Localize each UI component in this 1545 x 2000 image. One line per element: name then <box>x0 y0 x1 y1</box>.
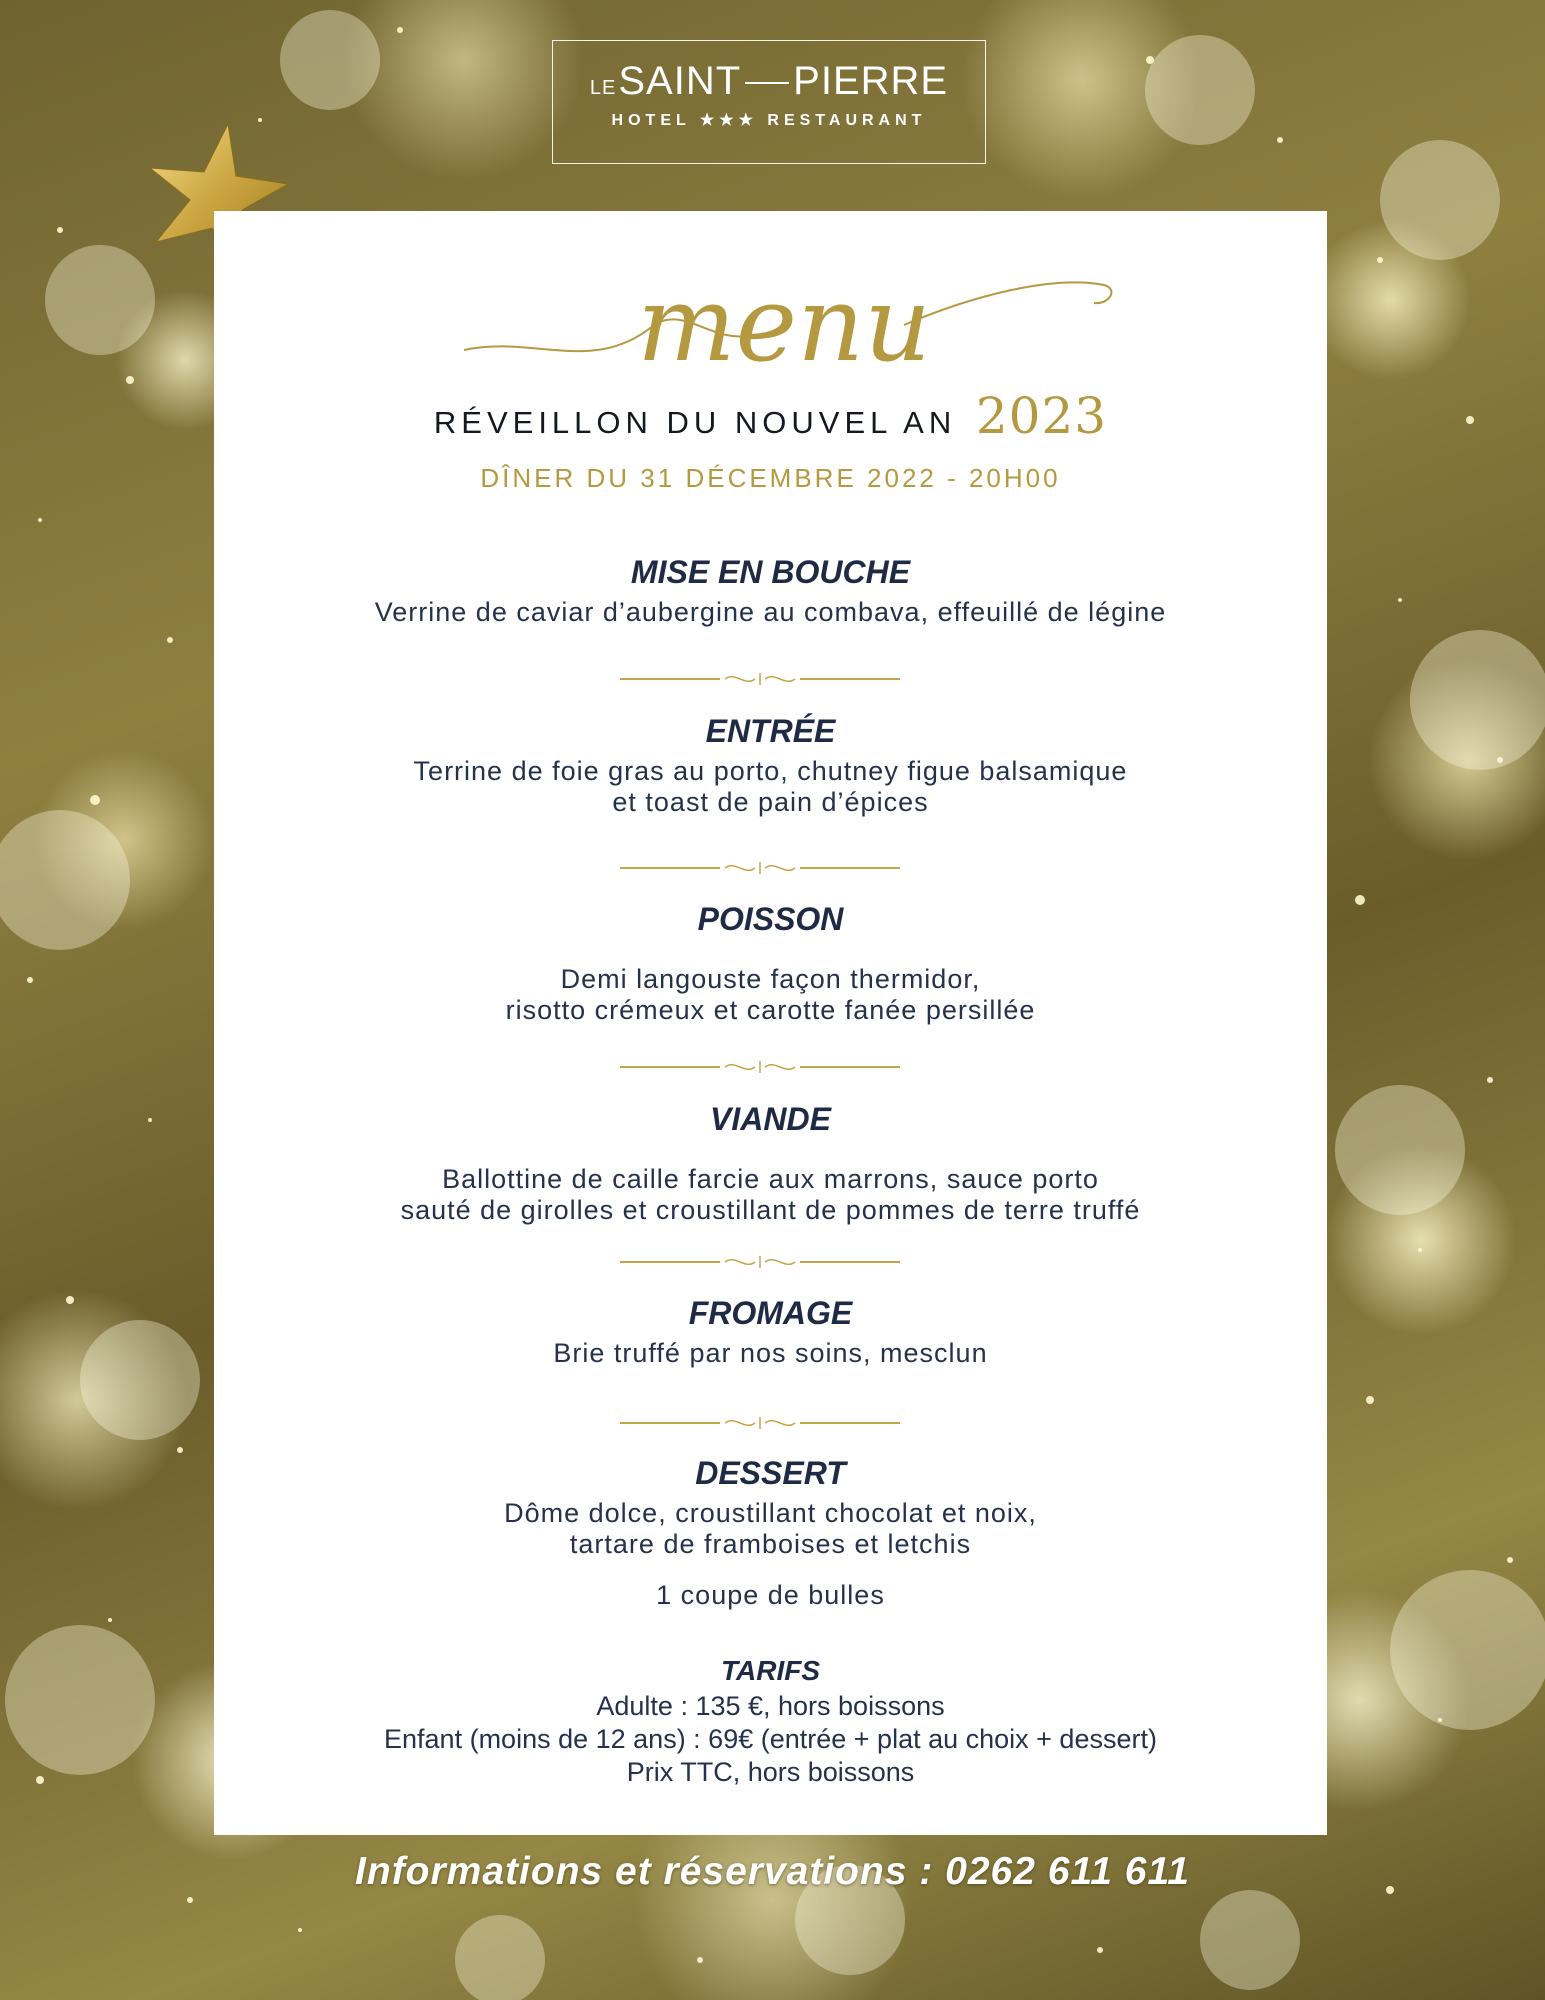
menu-script-title <box>454 255 1114 395</box>
script-title-text: menu <box>636 263 932 385</box>
dinner-date: DÎNER DU 31 DÉCEMBRE 2022 - 20H00 <box>480 463 1061 493</box>
section-title: MISE EN BOUCHE <box>630 554 911 590</box>
logo-name-part2: PIERRE <box>793 59 949 103</box>
section-line: risotto crémeux et carotte fanée persillée <box>505 995 1036 1025</box>
section-dessert <box>214 1453 1327 1611</box>
ornament-divider <box>620 669 900 689</box>
section-title: DESSERT <box>695 1455 846 1491</box>
reservations-footer: Informations et réservations : 0262 611 611 <box>355 1850 1190 1893</box>
menu-card <box>214 211 1327 1835</box>
section-line: tartare de framboises et letchis <box>569 1529 972 1559</box>
section-entree <box>214 711 1327 818</box>
logo-prefix: LE <box>589 77 617 99</box>
section-fromage <box>214 1293 1327 1369</box>
section-title: POISSON <box>697 901 844 937</box>
section-poisson <box>214 899 1327 1026</box>
tarifs-title: TARIFS <box>720 1655 821 1686</box>
tarif-line: Adulte : 135 €, hors boissons <box>596 1691 945 1721</box>
ornament-divider <box>620 1413 900 1433</box>
logo-name-part1: SAINT <box>618 59 742 103</box>
ornament-divider <box>620 858 900 878</box>
section-title: VIANDE <box>710 1101 831 1137</box>
headline-text: RÉVEILLON DU NOUVEL AN <box>433 405 957 440</box>
ornament-divider <box>620 1057 900 1077</box>
logo-wordmark <box>553 59 985 104</box>
logo-subtitle: HOTEL ★★★ RESTAURANT <box>611 112 927 129</box>
section-line: sauté de girolles et croustillant de pommes de terre truffé <box>400 1195 1141 1225</box>
section-line: Verrine de caviar d’aubergine au combava, effeuillé de légine <box>374 597 1167 627</box>
headline-year: 2023 <box>975 387 1108 445</box>
section-line: et toast de pain d’épices <box>612 787 929 817</box>
ornament-divider <box>620 1252 900 1272</box>
section-viande <box>214 1099 1327 1226</box>
section-title: FROMAGE <box>688 1295 853 1331</box>
event-headline <box>214 387 1327 445</box>
section-line: Terrine de foie gras au porto, chutney figue balsamique <box>413 756 1128 786</box>
tarif-line: Enfant (moins de 12 ans) : 69€ (entrée + plat au choix + dessert) <box>384 1724 1157 1754</box>
hotel-logo <box>552 40 986 164</box>
tarifs-section <box>214 1654 1327 1789</box>
section-line: Brie truffé par nos soins, mesclun <box>553 1338 988 1368</box>
section-title: ENTRÉE <box>705 713 836 749</box>
section-mise-en-bouche <box>214 552 1327 628</box>
section-line: Ballottine de caille farcie aux marrons, sauce porto <box>442 1164 1099 1194</box>
section-line: Dôme dolce, croustillant chocolat et noix, <box>504 1498 1037 1528</box>
logo-dash <box>745 82 789 84</box>
section-extra: 1 coupe de bulles <box>656 1580 885 1610</box>
section-line: Demi langouste façon thermidor, <box>560 964 981 994</box>
tarif-line: Prix TTC, hors boissons <box>626 1757 915 1787</box>
